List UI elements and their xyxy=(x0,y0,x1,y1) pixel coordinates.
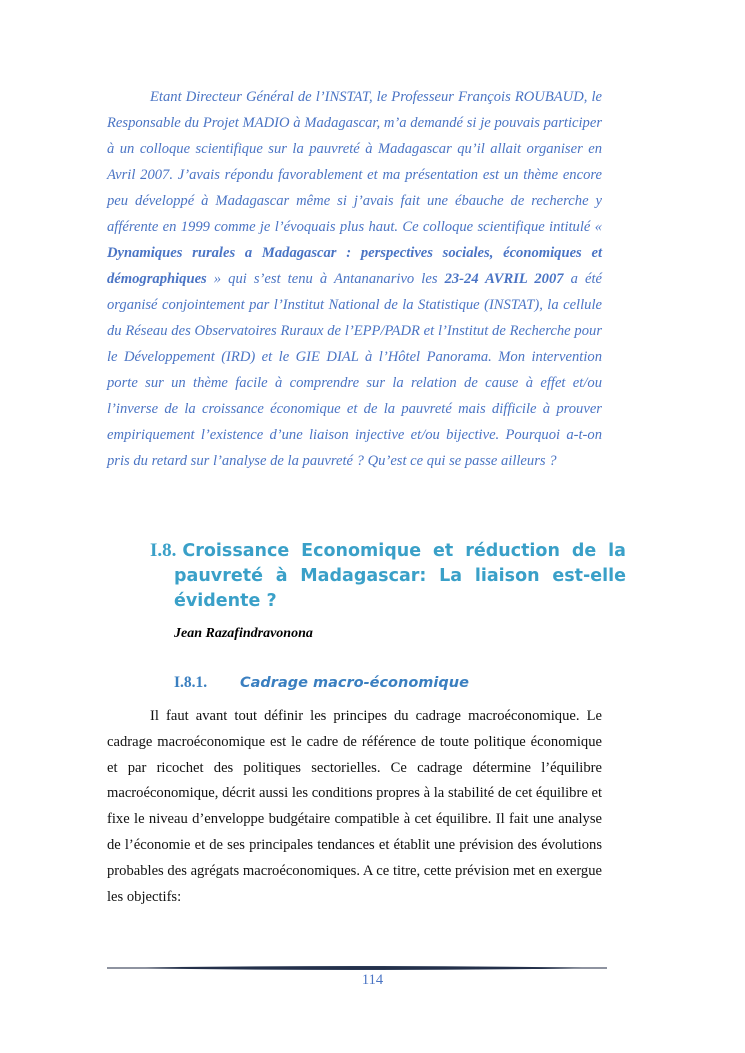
subsection-number: I.8.1. xyxy=(174,674,208,691)
section-heading xyxy=(150,538,626,614)
subsection-heading xyxy=(174,674,469,692)
footer-rule xyxy=(107,964,607,972)
section-title: Croissance Economique et réduction de la pauvreté à Madagascar: La liaison est-elle évidente ? xyxy=(174,541,626,611)
colloquium-date: 23-24 AVRIL 2007 xyxy=(444,271,564,287)
intro-paragraph xyxy=(107,84,602,474)
colloquium-title: Dynamiques rurales a Madagascar : perspectives sociales, économiques et démographiques xyxy=(107,245,602,287)
section-author: Jean Razafindravonona xyxy=(174,626,313,641)
body-paragraph: Il faut avant tout définir les principes du cadrage macroéconomique. Le cadrage macroéconomique est le cadre de référence de toute politique économique et par ricochet des politiques sectorielles. Ce cadrage détermine l’équilibre macroéconomique, décrit aussi les conditions propres à la stabilité de cet équilibre et fixe le niveau d’enveloppe budgétaire compatible à cet équilibre. Il fait une analyse de l’économie et de ses principales tendances et établit une prévision des évolutions probables des agrégats macroéconomiques. A ce titre, cette prévision met en exergue les objectifs: xyxy=(107,708,602,905)
intro-text-3: a été organisé conjointement par l’Institut National de la Statistique (INSTAT), la cellule du Réseau des Observatoires Ruraux de l’EPP/PADR et l’Institut de Recherche pour le Développement (IRD) et le GIE DIAL à l’Hôtel Panorama. Mon intervention porte sur un thème facile à comprendre sur la relation de cause à effet et/ou l’inverse de la croissance économique et de la pauvreté mais difficile à prouver empiriquement l’existence d’une liaison injective et/ou bijective. Pourquoi a-t-on pris du retard sur l’analyse de la pauvreté ? Qu’est ce qui se passe ailleurs ? xyxy=(107,271,602,469)
subsection-title: Cadrage macro-économique xyxy=(240,675,469,691)
intro-text-2: » qui s’est tenu à Antananarivo les xyxy=(206,271,445,287)
page-number: 114 xyxy=(361,972,384,988)
section-number: I.8. xyxy=(150,540,177,561)
intro-text-1: Etant Directeur Général de l’INSTAT, le Professeur François ROUBAUD, le Responsable du Projet MADIO à Madagascar, m’a demandé si je pouvais participer à un colloque scientifique sur la pauvreté à Madagascar qu’il allait organiser en Avril 2007. J’avais répondu favorablement et ma présentation est un thème encore peu développé à Madagascar même si j’avais fait une ébauche de recherche y afférente en 1999 comme je l’évoquais plus haut. Ce colloque scientifique intitulé « xyxy=(107,89,602,235)
